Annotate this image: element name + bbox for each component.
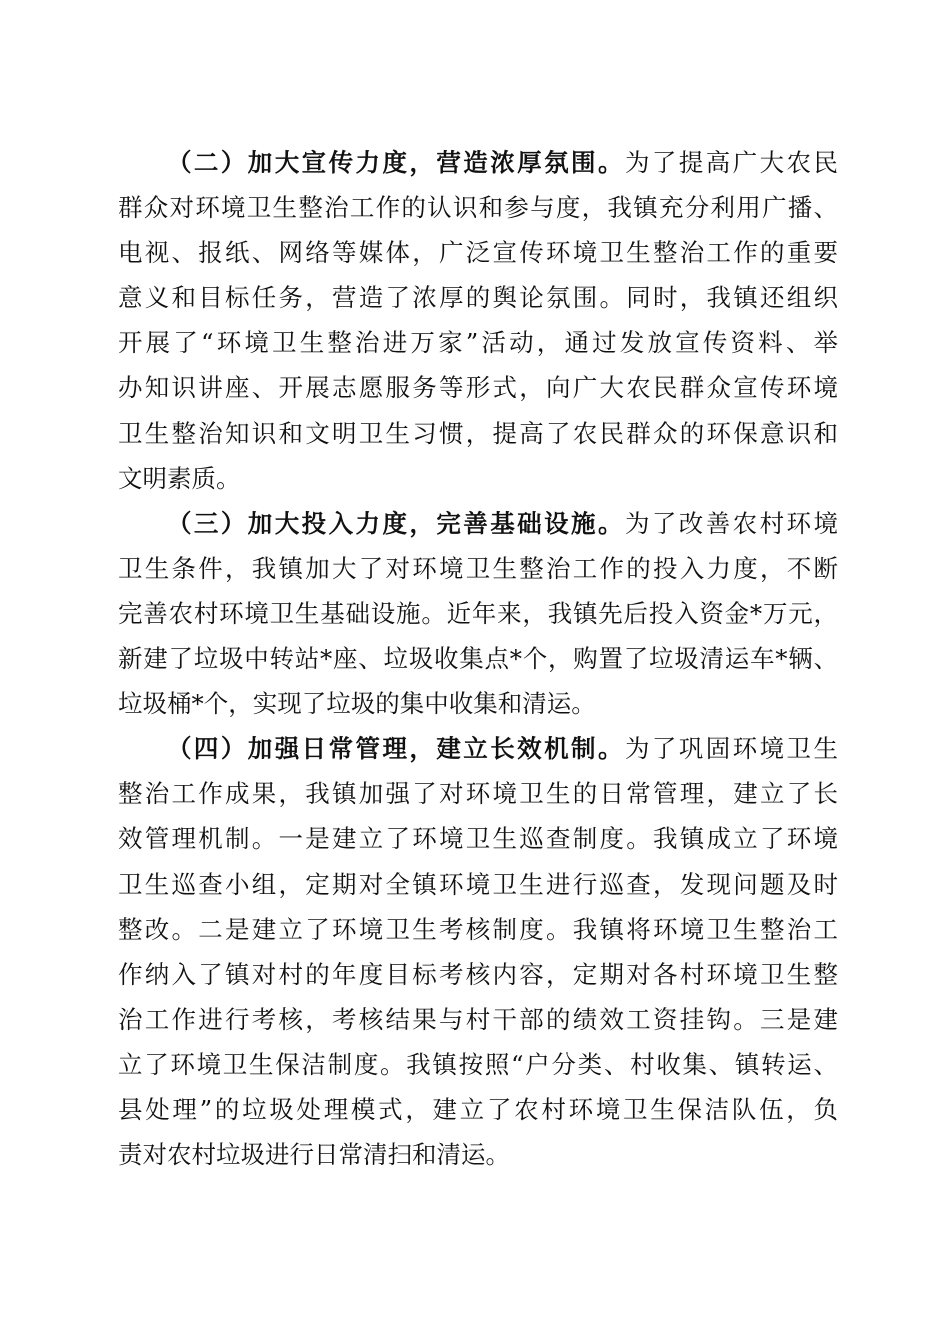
paragraph-line: 完善农村环境卫生基础设施。近年来，我镇先后投入资金*万元， <box>118 598 838 628</box>
paragraph-line: 群众对环境卫生整治工作的认识和参与度，我镇充分利用广播、 <box>118 193 838 223</box>
paragraph-line: 整改。二是建立了环境卫生考核制度。我镇将环境卫生整治工 <box>118 914 838 944</box>
paragraph-line: 垃圾桶*个，实现了垃圾的集中收集和清运。 <box>118 689 596 719</box>
paragraph-line: 立了环境卫生保洁制度。我镇按照“户分类、村收集、镇转运、 <box>118 1049 838 1079</box>
paragraph-line: 效管理机制。一是建立了环境卫生巡查制度。我镇成立了环境 <box>118 824 838 854</box>
paragraph-heading: （三）加大投入力度，完善基础设施。 <box>167 508 625 538</box>
paragraph-infrastructure <box>118 501 838 726</box>
paragraph-line: 卫生整治知识和文明卫生习惯，提高了农民群众的环保意识和 <box>118 418 838 448</box>
paragraph-line: 县处理”的垃圾处理模式，建立了农村环境卫生保洁队伍，负 <box>118 1094 838 1124</box>
paragraph-text: 为了巩固环境卫生 <box>624 734 838 764</box>
document-body <box>118 140 838 1177</box>
paragraph-management <box>118 726 838 1177</box>
paragraph-first-line <box>118 140 838 185</box>
paragraph-line: 电视、报纸、网络等媒体，广泛宣传环境卫生整治工作的重要 <box>118 238 838 268</box>
paragraph-heading: （二）加大宣传力度，营造浓厚氛围。 <box>167 148 625 177</box>
paragraph-text: 为了提高广大农民 <box>624 148 838 177</box>
paragraph-line: 治工作进行考核，考核结果与村干部的绩效工资挂钩。三是建 <box>118 1004 838 1034</box>
paragraph-heading: （四）加强日常管理，建立长效机制。 <box>167 734 625 764</box>
paragraph-line: 意义和目标任务，营造了浓厚的舆论氛围。同时，我镇还组织 <box>118 283 838 313</box>
paragraph-line: 办知识讲座、开展志愿服务等形式，向广大农民群众宣传环境 <box>118 373 838 403</box>
paragraph-line: 卫生巡查小组，定期对全镇环境卫生进行巡查，发现问题及时 <box>118 869 838 899</box>
paragraph-line: 开展了“环境卫生整治进万家”活动，通过发放宣传资料、举 <box>118 328 838 358</box>
paragraph-first-line <box>118 501 838 546</box>
paragraph-first-line <box>118 726 838 771</box>
paragraph-publicity <box>118 140 838 501</box>
paragraph-line: 卫生条件，我镇加大了对环境卫生整治工作的投入力度，不断 <box>118 553 838 583</box>
paragraph-line: 整治工作成果，我镇加强了对环境卫生的日常管理，建立了长 <box>118 779 838 809</box>
paragraph-line: 责对农村垃圾进行日常清扫和清运。 <box>118 1140 510 1170</box>
paragraph-line: 新建了垃圾中转站*座、垃圾收集点*个，购置了垃圾清运车*辆、 <box>118 644 838 674</box>
paragraph-line: 作纳入了镇对村的年度目标考核内容，定期对各村环境卫生整 <box>118 959 838 989</box>
paragraph-text: 为了改善农村环境 <box>624 508 838 538</box>
paragraph-line: 文明素质。 <box>118 463 241 493</box>
